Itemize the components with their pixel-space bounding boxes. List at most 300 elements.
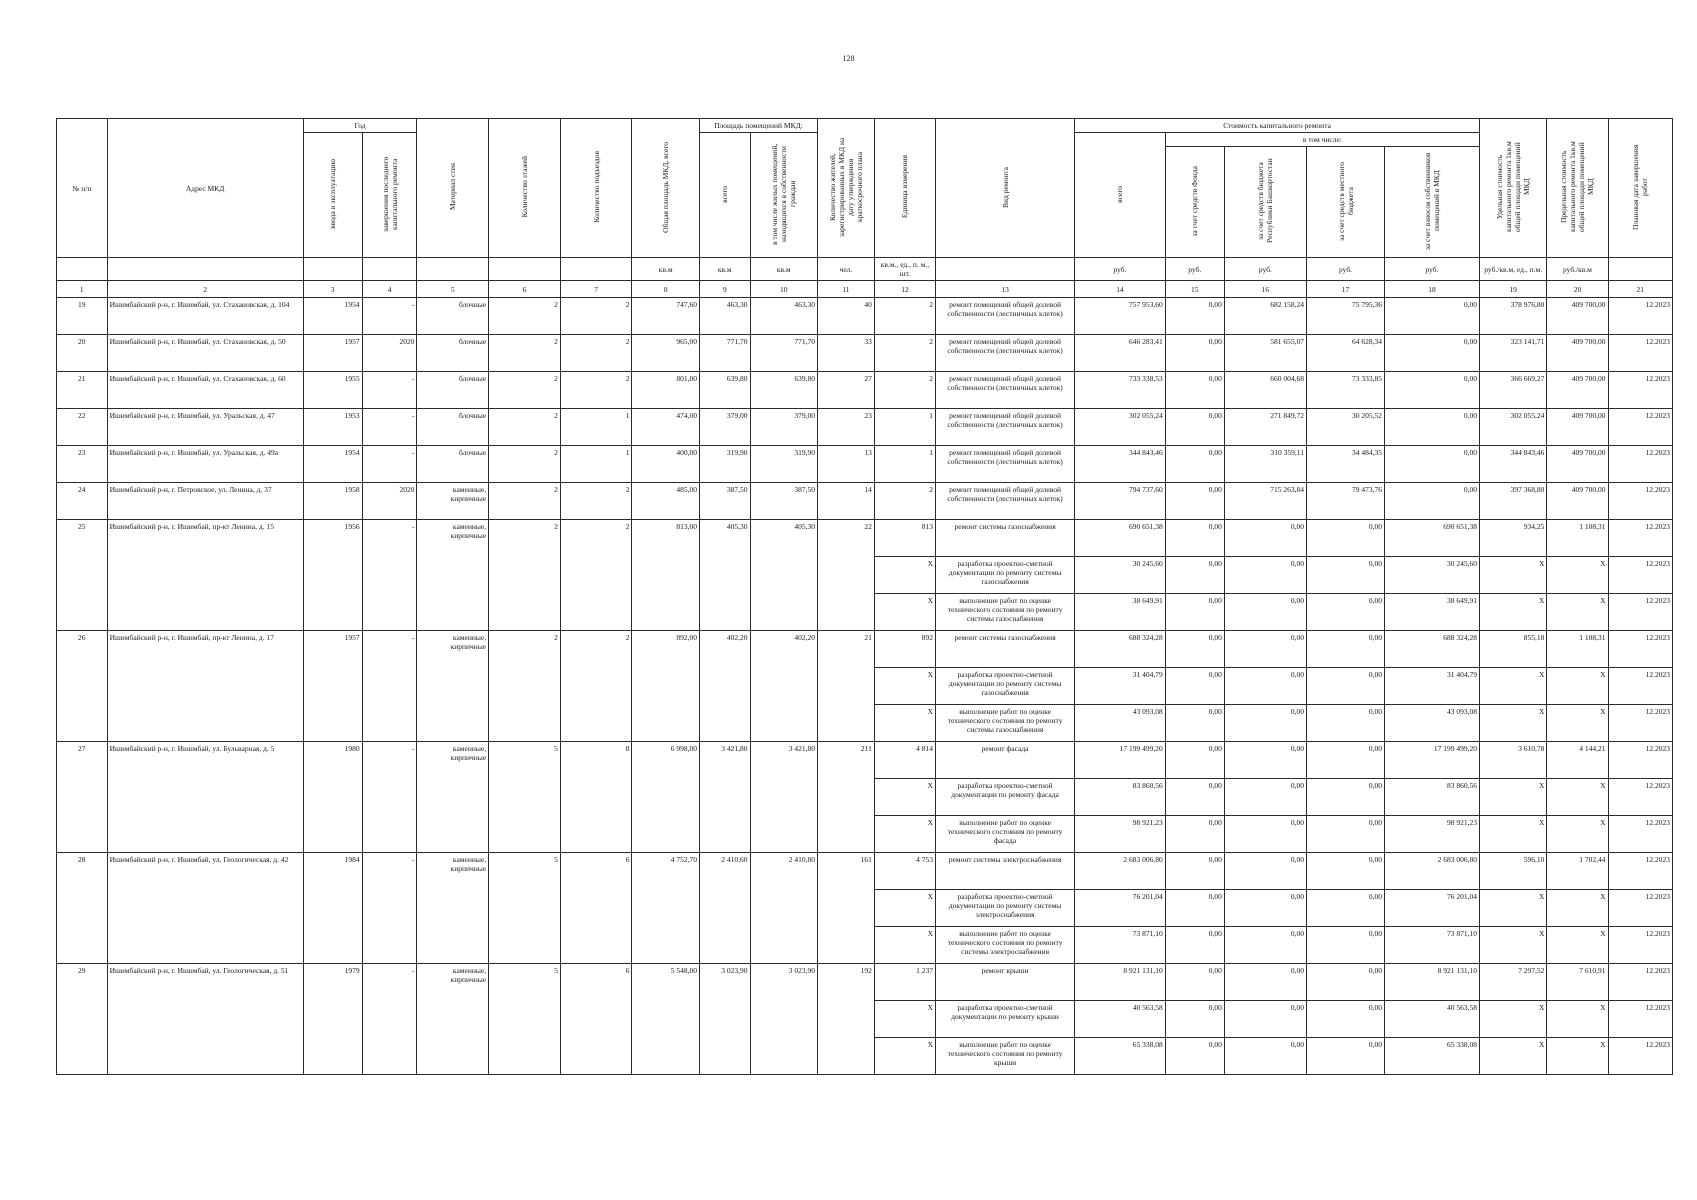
cost-owners-cell: 17 199 499,20 bbox=[1385, 742, 1480, 779]
cost-republic-cell: 0,00 bbox=[1224, 742, 1306, 779]
limit-cost-cell: X bbox=[1547, 705, 1608, 742]
year-commission-cell: 1957 bbox=[303, 335, 362, 372]
total-area-cell: 6 998,00 bbox=[632, 742, 699, 853]
row-number-cell: 22 bbox=[57, 409, 108, 446]
cost-total-cell: 688 324,28 bbox=[1075, 631, 1166, 668]
column-number: 2 bbox=[107, 281, 303, 298]
unit-cell: руб. bbox=[1307, 258, 1385, 281]
limit-cost-cell: 409 700,00 bbox=[1547, 446, 1608, 483]
cost-republic-cell: 0,00 bbox=[1224, 668, 1306, 705]
column-numbers-row bbox=[57, 281, 1673, 298]
column-number: 10 bbox=[750, 281, 817, 298]
limit-cost-cell: X bbox=[1547, 890, 1608, 927]
work-type-cell: разработка проектно-сметной документации по ремонту крыши bbox=[936, 1001, 1075, 1038]
work-type-cell: выполнение работ по оценке технического состояния по ремонту системы электроснабжения bbox=[936, 927, 1075, 964]
total-area-cell: 485,00 bbox=[632, 483, 699, 520]
limit-cost-cell: 409 700,00 bbox=[1547, 483, 1608, 520]
cost-fund-cell: 0,00 bbox=[1165, 1001, 1224, 1038]
cost-local-cell: 0,00 bbox=[1307, 631, 1385, 668]
header-cost-owners: за счет взносов собственников помещений в МКД bbox=[1385, 147, 1480, 258]
unit-cell: руб. bbox=[1075, 258, 1166, 281]
cost-republic-cell: 0,00 bbox=[1224, 557, 1306, 594]
unit-qty-cell: 4 753 bbox=[874, 853, 935, 890]
floors-cell: 2 bbox=[489, 520, 561, 631]
entrances-cell: 2 bbox=[560, 520, 632, 631]
plan-date-cell: 12.2023 bbox=[1608, 557, 1672, 594]
address-cell: Ишимбайский р-н, г. Ишимбай, ул. Уральская, д. 49а bbox=[107, 446, 303, 483]
unit-cell: чел. bbox=[817, 258, 874, 281]
cost-fund-cell: 0,00 bbox=[1165, 557, 1224, 594]
column-number: 19 bbox=[1479, 281, 1546, 298]
cost-fund-cell: 0,00 bbox=[1165, 964, 1224, 1001]
specific-cost-cell: X bbox=[1479, 927, 1546, 964]
premises-fund-cell: 463,30 bbox=[750, 298, 817, 335]
cost-total-cell: 40 563,58 bbox=[1075, 1001, 1166, 1038]
row-number-cell: 29 bbox=[57, 964, 108, 1075]
specific-cost-cell: 323 141,71 bbox=[1479, 335, 1546, 372]
cost-republic-cell: 682 158,24 bbox=[1224, 298, 1306, 335]
cost-fund-cell: 0,00 bbox=[1165, 409, 1224, 446]
unit-cell: руб. bbox=[1385, 258, 1480, 281]
wall-material-cell: блочные bbox=[417, 298, 489, 335]
specific-cost-cell: 3 610,78 bbox=[1479, 742, 1546, 779]
specific-cost-cell: 366 669,27 bbox=[1479, 372, 1546, 409]
unit-qty-cell: X bbox=[874, 594, 935, 631]
cost-fund-cell: 0,00 bbox=[1165, 853, 1224, 890]
work-type-cell: выполнение работ по оценке технического состояния по ремонту системы газоснабжения bbox=[936, 705, 1075, 742]
cost-fund-cell: 0,00 bbox=[1165, 298, 1224, 335]
premises-fund-cell: 2 410,80 bbox=[750, 853, 817, 964]
premises-total-cell: 379,00 bbox=[699, 409, 750, 446]
column-number: 8 bbox=[632, 281, 699, 298]
column-number: 13 bbox=[936, 281, 1075, 298]
premises-fund-cell: 402,20 bbox=[750, 631, 817, 742]
cost-total-cell: 83 860,56 bbox=[1075, 779, 1166, 816]
plan-date-cell: 12.2023 bbox=[1608, 779, 1672, 816]
cost-republic-cell: 0,00 bbox=[1224, 927, 1306, 964]
row-number-cell: 23 bbox=[57, 446, 108, 483]
cost-local-cell: 0,00 bbox=[1307, 742, 1385, 779]
cost-total-cell: 73 871,10 bbox=[1075, 927, 1166, 964]
work-type-cell: ремонт системы электроснабжения bbox=[936, 853, 1075, 890]
work-type-cell: ремонт крыши bbox=[936, 964, 1075, 1001]
residents-cell: 27 bbox=[817, 372, 874, 409]
specific-cost-cell: X bbox=[1479, 1001, 1546, 1038]
unit-qty-cell: X bbox=[874, 779, 935, 816]
header-total-area: Общая площадь МКД, всего bbox=[632, 119, 699, 258]
limit-cost-cell: 7 610,91 bbox=[1547, 964, 1608, 1001]
premises-total-cell: 319,90 bbox=[699, 446, 750, 483]
cost-local-cell: 75 795,36 bbox=[1307, 298, 1385, 335]
plan-date-cell: 12.2023 bbox=[1608, 446, 1672, 483]
address-cell: Ишимбайский р-н, г. Ишимбай, ул. Стахановская, д. 60 bbox=[107, 372, 303, 409]
year-last-repair-cell: - bbox=[362, 520, 417, 631]
cost-owners-cell: 0,00 bbox=[1385, 409, 1480, 446]
cost-owners-cell: 690 651,38 bbox=[1385, 520, 1480, 557]
premises-fund-cell: 771,70 bbox=[750, 335, 817, 372]
column-number: 11 bbox=[817, 281, 874, 298]
specific-cost-cell: X bbox=[1479, 816, 1546, 853]
row-number-cell: 26 bbox=[57, 631, 108, 742]
limit-cost-cell: 409 700,00 bbox=[1547, 335, 1608, 372]
work-type-cell: ремонт помещений общей долевой собственности (лестничных клеток) bbox=[936, 372, 1075, 409]
residents-cell: 33 bbox=[817, 335, 874, 372]
year-last-repair-cell: 2020 bbox=[362, 483, 417, 520]
premises-total-cell: 3 421,80 bbox=[699, 742, 750, 853]
cost-total-cell: 690 651,38 bbox=[1075, 520, 1166, 557]
cost-total-cell: 98 921,23 bbox=[1075, 816, 1166, 853]
header-entrances: Количество подъездов bbox=[560, 119, 632, 258]
unit-cell: кв.м bbox=[750, 258, 817, 281]
total-area-cell: 747,60 bbox=[632, 298, 699, 335]
work-type-cell: ремонт помещений общей долевой собственности (лестничных клеток) bbox=[936, 446, 1075, 483]
floors-cell: 2 bbox=[489, 483, 561, 520]
header-premises-fund: в том числе жилых помещений, находящихся в собственности граждан bbox=[750, 133, 817, 258]
row-number-cell: 20 bbox=[57, 335, 108, 372]
cost-total-cell: 31 404,79 bbox=[1075, 668, 1166, 705]
header-address: Адрес МКД bbox=[107, 119, 303, 258]
address-cell: Ишимбайский р-н, г. Ишимбай, ул. Стахановская, д. 50 bbox=[107, 335, 303, 372]
capital-repair-table bbox=[56, 118, 1673, 1075]
premises-fund-cell: 379,00 bbox=[750, 409, 817, 446]
cost-owners-cell: 8 921 131,10 bbox=[1385, 964, 1480, 1001]
cost-local-cell: 0,00 bbox=[1307, 557, 1385, 594]
entrances-cell: 2 bbox=[560, 372, 632, 409]
unit-qty-cell: X bbox=[874, 705, 935, 742]
units-row bbox=[57, 258, 1673, 281]
floors-cell: 2 bbox=[489, 631, 561, 742]
plan-date-cell: 12.2023 bbox=[1608, 705, 1672, 742]
premises-fund-cell: 3 421,80 bbox=[750, 742, 817, 853]
cost-total-cell: 757 953,60 bbox=[1075, 298, 1166, 335]
specific-cost-cell: 397 368,80 bbox=[1479, 483, 1546, 520]
total-area-cell: 813,00 bbox=[632, 520, 699, 631]
residents-cell: 211 bbox=[817, 742, 874, 853]
plan-date-cell: 12.2023 bbox=[1608, 742, 1672, 779]
cost-republic-cell: 271 849,72 bbox=[1224, 409, 1306, 446]
address-cell: Ишимбайский р-н, г. Ишимбай, ул. Бульварная, д. 5 bbox=[107, 742, 303, 853]
total-area-cell: 892,00 bbox=[632, 631, 699, 742]
unit-qty-cell: X bbox=[874, 557, 935, 594]
year-last-repair-cell: - bbox=[362, 631, 417, 742]
cost-republic-cell: 310 359,11 bbox=[1224, 446, 1306, 483]
row-number-cell: 28 bbox=[57, 853, 108, 964]
total-area-cell: 474,00 bbox=[632, 409, 699, 446]
specific-cost-cell: X bbox=[1479, 1038, 1546, 1075]
cost-republic-cell: 0,00 bbox=[1224, 1038, 1306, 1075]
work-type-cell: разработка проектно-сметной документации по ремонту системы газоснабжения bbox=[936, 668, 1075, 705]
cost-owners-cell: 83 860,56 bbox=[1385, 779, 1480, 816]
unit-qty-cell: 892 bbox=[874, 631, 935, 668]
floors-cell: 5 bbox=[489, 964, 561, 1075]
address-cell: Ишимбайский р-н, г. Ишимбай, ул. Уральская, д. 47 bbox=[107, 409, 303, 446]
work-type-cell: выполнение работ по оценке технического состояния по ремонту фасада bbox=[936, 816, 1075, 853]
cost-local-cell: 0,00 bbox=[1307, 1001, 1385, 1038]
unit-qty-cell: 4 814 bbox=[874, 742, 935, 779]
cost-owners-cell: 31 404,79 bbox=[1385, 668, 1480, 705]
row-number-cell: 24 bbox=[57, 483, 108, 520]
cost-total-cell: 76 201,04 bbox=[1075, 890, 1166, 927]
work-type-cell: разработка проектно-сметной документации по ремонту системы электроснабжения bbox=[936, 890, 1075, 927]
specific-cost-cell: 855,18 bbox=[1479, 631, 1546, 668]
entrances-cell: 8 bbox=[560, 742, 632, 853]
unit-qty-cell: X bbox=[874, 1001, 935, 1038]
header-year-commission: ввода в эксплуатацию bbox=[303, 133, 362, 258]
column-number: 18 bbox=[1385, 281, 1480, 298]
column-number: 1 bbox=[57, 281, 108, 298]
unit-qty-cell: X bbox=[874, 890, 935, 927]
cost-fund-cell: 0,00 bbox=[1165, 594, 1224, 631]
entrances-cell: 2 bbox=[560, 335, 632, 372]
premises-total-cell: 402,20 bbox=[699, 631, 750, 742]
cost-republic-cell: 0,00 bbox=[1224, 520, 1306, 557]
year-last-repair-cell: - bbox=[362, 964, 417, 1075]
page-number: 128 bbox=[842, 54, 855, 63]
year-last-repair-cell: - bbox=[362, 409, 417, 446]
unit-qty-cell: 2 bbox=[874, 372, 935, 409]
specific-cost-cell: X bbox=[1479, 705, 1546, 742]
work-type-cell: ремонт системы газоснабжения bbox=[936, 520, 1075, 557]
header-wall-material: Материал стен bbox=[417, 119, 489, 258]
column-number: 7 bbox=[560, 281, 632, 298]
address-cell: Ишимбайский р-н, г. Ишимбай, пр-кт Ленина, д. 15 bbox=[107, 520, 303, 631]
unit-qty-cell: 813 bbox=[874, 520, 935, 557]
cost-total-cell: 794 737,60 bbox=[1075, 483, 1166, 520]
cost-owners-cell: 0,00 bbox=[1385, 298, 1480, 335]
address-cell: Ишимбайский р-н, г. Ишимбай, ул. Геологическая, д. 51 bbox=[107, 964, 303, 1075]
limit-cost-cell: 1 108,31 bbox=[1547, 631, 1608, 668]
plan-date-cell: 12.2023 bbox=[1608, 927, 1672, 964]
year-last-repair-cell: - bbox=[362, 446, 417, 483]
year-commission-cell: 1958 bbox=[303, 483, 362, 520]
cost-fund-cell: 0,00 bbox=[1165, 816, 1224, 853]
cost-total-cell: 30 245,60 bbox=[1075, 557, 1166, 594]
year-commission-cell: 1953 bbox=[303, 409, 362, 446]
work-type-cell: выполнение работ по оценке технического состояния по ремонту системы газоснабжения bbox=[936, 594, 1075, 631]
limit-cost-cell: 4 144,21 bbox=[1547, 742, 1608, 779]
cost-republic-cell: 581 655,07 bbox=[1224, 335, 1306, 372]
cost-total-cell: 43 093,08 bbox=[1075, 705, 1166, 742]
column-number: 17 bbox=[1307, 281, 1385, 298]
header-work-type: Вид ремонта bbox=[936, 119, 1075, 258]
unit-cell: кв.м bbox=[632, 258, 699, 281]
entrances-cell: 1 bbox=[560, 409, 632, 446]
cost-republic-cell: 715 263,84 bbox=[1224, 483, 1306, 520]
cost-republic-cell: 0,00 bbox=[1224, 964, 1306, 1001]
limit-cost-cell: 409 700,00 bbox=[1547, 298, 1608, 335]
total-area-cell: 400,00 bbox=[632, 446, 699, 483]
plan-date-cell: 12.2023 bbox=[1608, 335, 1672, 372]
header-premises-total: всего bbox=[699, 133, 750, 258]
limit-cost-cell: 1 108,31 bbox=[1547, 520, 1608, 557]
cost-fund-cell: 0,00 bbox=[1165, 335, 1224, 372]
cost-fund-cell: 0,00 bbox=[1165, 631, 1224, 668]
cost-local-cell: 0,00 bbox=[1307, 927, 1385, 964]
total-area-cell: 965,00 bbox=[632, 335, 699, 372]
limit-cost-cell: X bbox=[1547, 668, 1608, 705]
floors-cell: 5 bbox=[489, 742, 561, 853]
address-cell: Ишимбайский р-н, г. Ишимбай, ул. Стахановская, д. 104 bbox=[107, 298, 303, 335]
cost-local-cell: 0,00 bbox=[1307, 816, 1385, 853]
cost-owners-cell: 0,00 bbox=[1385, 446, 1480, 483]
year-last-repair-cell: - bbox=[362, 742, 417, 853]
cost-owners-cell: 98 921,23 bbox=[1385, 816, 1480, 853]
limit-cost-cell: X bbox=[1547, 557, 1608, 594]
column-number: 5 bbox=[417, 281, 489, 298]
table-row bbox=[57, 335, 1673, 372]
limit-cost-cell: 409 700,00 bbox=[1547, 372, 1608, 409]
year-commission-cell: 1980 bbox=[303, 742, 362, 853]
address-cell: Ишимбайский р-н, г. Петровское, ул. Ленина, д. 37 bbox=[107, 483, 303, 520]
specific-cost-cell: X bbox=[1479, 668, 1546, 705]
cost-republic-cell: 0,00 bbox=[1224, 594, 1306, 631]
residents-cell: 23 bbox=[817, 409, 874, 446]
header-plan-date: Плановая дата завершения работ bbox=[1608, 119, 1672, 258]
cost-republic-cell: 0,00 bbox=[1224, 1001, 1306, 1038]
plan-date-cell: 12.2023 bbox=[1608, 853, 1672, 890]
cost-local-cell: 0,00 bbox=[1307, 520, 1385, 557]
column-number: 16 bbox=[1224, 281, 1306, 298]
residents-cell: 161 bbox=[817, 853, 874, 964]
row-number-cell: 25 bbox=[57, 520, 108, 631]
unit-cell: руб. bbox=[1165, 258, 1224, 281]
address-cell: Ишимбайский р-н, г. Ишимбай, ул. Геологическая, д. 42 bbox=[107, 853, 303, 964]
cost-total-cell: 65 338,08 bbox=[1075, 1038, 1166, 1075]
table-row bbox=[57, 742, 1673, 779]
residents-cell: 22 bbox=[817, 520, 874, 631]
cost-local-cell: 0,00 bbox=[1307, 964, 1385, 1001]
unit-cell: руб./кв.м bbox=[1547, 258, 1608, 281]
premises-total-cell: 387,50 bbox=[699, 483, 750, 520]
year-last-repair-cell: 2020 bbox=[362, 335, 417, 372]
work-type-cell: ремонт помещений общей долевой собственности (лестничных клеток) bbox=[936, 483, 1075, 520]
header-cost-group: Стоимость капитального ремонта bbox=[1075, 119, 1480, 133]
table-row bbox=[57, 964, 1673, 1001]
cost-fund-cell: 0,00 bbox=[1165, 520, 1224, 557]
floors-cell: 5 bbox=[489, 853, 561, 964]
floors-cell: 2 bbox=[489, 372, 561, 409]
plan-date-cell: 12.2023 bbox=[1608, 631, 1672, 668]
wall-material-cell: каменные, кирпичные bbox=[417, 742, 489, 853]
plan-date-cell: 12.2023 bbox=[1608, 964, 1672, 1001]
cost-total-cell: 646 283,41 bbox=[1075, 335, 1166, 372]
specific-cost-cell: 378 976,80 bbox=[1479, 298, 1546, 335]
table-body bbox=[57, 298, 1673, 1075]
premises-total-cell: 639,80 bbox=[699, 372, 750, 409]
plan-date-cell: 12.2023 bbox=[1608, 668, 1672, 705]
cost-total-cell: 344 843,46 bbox=[1075, 446, 1166, 483]
limit-cost-cell: X bbox=[1547, 779, 1608, 816]
specific-cost-cell: X bbox=[1479, 890, 1546, 927]
cost-fund-cell: 0,00 bbox=[1165, 927, 1224, 964]
entrances-cell: 2 bbox=[560, 631, 632, 742]
wall-material-cell: каменные, кирпичные bbox=[417, 483, 489, 520]
cost-owners-cell: 73 871,10 bbox=[1385, 927, 1480, 964]
column-number: 6 bbox=[489, 281, 561, 298]
cost-local-cell: 0,00 bbox=[1307, 853, 1385, 890]
cost-owners-cell: 688 324,28 bbox=[1385, 631, 1480, 668]
address-cell: Ишимбайский р-н, г. Ишимбай, пр-кт Ленина, д. 17 bbox=[107, 631, 303, 742]
cost-fund-cell: 0,00 bbox=[1165, 372, 1224, 409]
unit-cell: кв.м bbox=[699, 258, 750, 281]
table-row bbox=[57, 372, 1673, 409]
year-commission-cell: 1979 bbox=[303, 964, 362, 1075]
table-row bbox=[57, 483, 1673, 520]
cost-total-cell: 2 683 006,80 bbox=[1075, 853, 1166, 890]
unit-qty-cell: 2 bbox=[874, 483, 935, 520]
cost-republic-cell: 660 004,68 bbox=[1224, 372, 1306, 409]
cost-owners-cell: 2 683 006,80 bbox=[1385, 853, 1480, 890]
plan-date-cell: 12.2023 bbox=[1608, 298, 1672, 335]
plan-date-cell: 12.2023 bbox=[1608, 594, 1672, 631]
specific-cost-cell: X bbox=[1479, 594, 1546, 631]
unit-cell: руб./кв.м, ед., п.м. bbox=[1479, 258, 1546, 281]
cost-owners-cell: 0,00 bbox=[1385, 372, 1480, 409]
header-cost-republic: за счет средств бюджета Республики Башкортостан bbox=[1224, 147, 1306, 258]
cost-total-cell: 17 199 499,20 bbox=[1075, 742, 1166, 779]
work-type-cell: выполнение работ по оценке технического состояния по ремонту крыши bbox=[936, 1038, 1075, 1075]
cost-total-cell: 8 921 131,10 bbox=[1075, 964, 1166, 1001]
cost-fund-cell: 0,00 bbox=[1165, 483, 1224, 520]
total-area-cell: 801,00 bbox=[632, 372, 699, 409]
plan-date-cell: 12.2023 bbox=[1608, 816, 1672, 853]
wall-material-cell: каменные, кирпичные bbox=[417, 520, 489, 631]
cost-republic-cell: 0,00 bbox=[1224, 853, 1306, 890]
specific-cost-cell: 302 055,24 bbox=[1479, 409, 1546, 446]
cost-republic-cell: 0,00 bbox=[1224, 890, 1306, 927]
unit-cell: кв.м., ед., п. м., шт. bbox=[874, 258, 935, 281]
header-unit: Единица измерения bbox=[874, 119, 935, 258]
cost-republic-cell: 0,00 bbox=[1224, 631, 1306, 668]
work-type-cell: ремонт помещений общей долевой собственности (лестничных клеток) bbox=[936, 298, 1075, 335]
cost-owners-cell: 0,00 bbox=[1385, 335, 1480, 372]
total-area-cell: 5 548,00 bbox=[632, 964, 699, 1075]
year-commission-cell: 1956 bbox=[303, 520, 362, 631]
header-floors: Количество этажей bbox=[489, 119, 561, 258]
unit-qty-cell: 1 bbox=[874, 409, 935, 446]
cost-local-cell: 0,00 bbox=[1307, 668, 1385, 705]
floors-cell: 2 bbox=[489, 335, 561, 372]
premises-fund-cell: 3 023,90 bbox=[750, 964, 817, 1075]
cost-local-cell: 0,00 bbox=[1307, 779, 1385, 816]
unit-qty-cell: 1 237 bbox=[874, 964, 935, 1001]
cost-local-cell: 64 628,34 bbox=[1307, 335, 1385, 372]
unit-cell: руб. bbox=[1224, 258, 1306, 281]
plan-date-cell: 12.2023 bbox=[1608, 1038, 1672, 1075]
specific-cost-cell: X bbox=[1479, 779, 1546, 816]
column-number: 14 bbox=[1075, 281, 1166, 298]
unit-qty-cell: X bbox=[874, 1038, 935, 1075]
premises-fund-cell: 387,50 bbox=[750, 483, 817, 520]
specific-cost-cell: 7 297,52 bbox=[1479, 964, 1546, 1001]
cost-local-cell: 0,00 bbox=[1307, 1038, 1385, 1075]
plan-date-cell: 12.2023 bbox=[1608, 409, 1672, 446]
cost-owners-cell: 30 245,60 bbox=[1385, 557, 1480, 594]
work-type-cell: ремонт помещений общей долевой собственности (лестничных клеток) bbox=[936, 409, 1075, 446]
premises-fund-cell: 319,90 bbox=[750, 446, 817, 483]
plan-date-cell: 12.2023 bbox=[1608, 520, 1672, 557]
residents-cell: 21 bbox=[817, 631, 874, 742]
cost-total-cell: 733 338,53 bbox=[1075, 372, 1166, 409]
limit-cost-cell: X bbox=[1547, 816, 1608, 853]
cost-republic-cell: 0,00 bbox=[1224, 816, 1306, 853]
premises-total-cell: 771,70 bbox=[699, 335, 750, 372]
header-cost-including: в том числе: bbox=[1165, 133, 1479, 147]
work-type-cell: разработка проектно-сметной документации по ремонту фасада bbox=[936, 779, 1075, 816]
cost-local-cell: 30 205,52 bbox=[1307, 409, 1385, 446]
work-type-cell: разработка проектно-сметной документации по ремонту системы газоснабжения bbox=[936, 557, 1075, 594]
row-number-cell: 19 bbox=[57, 298, 108, 335]
